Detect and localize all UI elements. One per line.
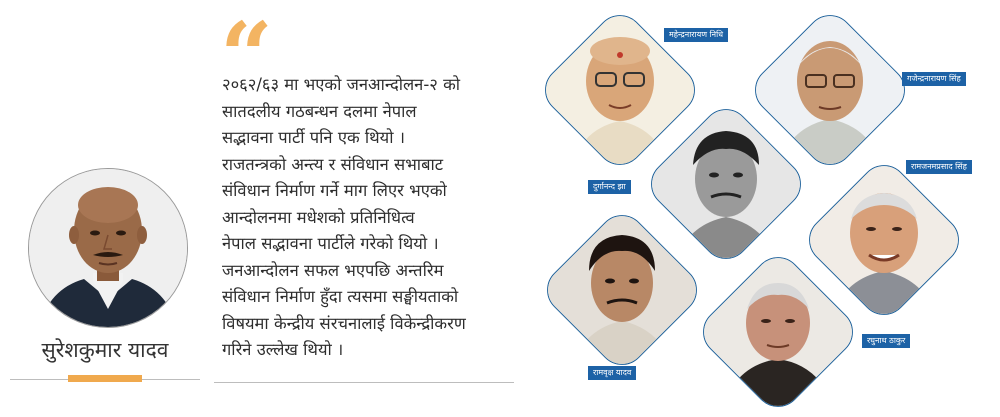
quote-line: २०६२/६३ मा भएको जनआन्दोलन-२ को xyxy=(222,75,461,94)
author-photo xyxy=(28,168,188,328)
quote-line: संविधान निर्माण हुँदा त्यसमा सङ्घीयताको xyxy=(222,287,459,306)
quote-mark: “ xyxy=(220,2,273,110)
quote-line: सद्भावना पार्टी पनि एक थियो । xyxy=(222,128,406,147)
quote-text xyxy=(222,72,522,364)
quote-line: जनआन्दोलन सफल भएपछि अन्तरिम xyxy=(222,260,444,280)
leader-caption: दुर्गानन्द झा xyxy=(588,180,631,194)
leader-caption: रामजनमप्रसाद सिंह xyxy=(906,160,972,174)
quote-line: नेपाल सद्भावना पार्टीले गरेको थियो । xyxy=(222,234,439,253)
quote-divider xyxy=(214,382,514,383)
leader-caption: गजेन्द्रनारायण सिंह xyxy=(902,72,966,86)
leader-portrait xyxy=(537,205,707,375)
quote-line: विषयमा केन्द्रीय संरचनालाई विकेन्द्रीकरण xyxy=(222,313,466,333)
quote-line: गरिने उल्लेख थियो । xyxy=(222,340,344,359)
leader-caption: महेन्द्रनारायण निधि xyxy=(664,28,728,42)
accent-bar xyxy=(68,375,142,382)
leader-caption: रामवृक्ष यादव xyxy=(588,366,636,380)
quote-line: आन्दोलनमा मधेशको प्रतिनिधित्व xyxy=(222,207,415,227)
quote-line: राजतन्त्रको अन्त्य र संविधान सभाबाट xyxy=(222,154,444,174)
quote-line: संविधान निर्माण गर्ने माग लिएर भएको xyxy=(222,181,447,200)
leader-caption: रघुनाथ ठाकुर xyxy=(862,334,910,348)
quote-line: सातदलीय गठबन्धन दलमा नेपाल xyxy=(222,101,417,121)
author-name: सुरेशकुमार यादव xyxy=(41,338,169,362)
